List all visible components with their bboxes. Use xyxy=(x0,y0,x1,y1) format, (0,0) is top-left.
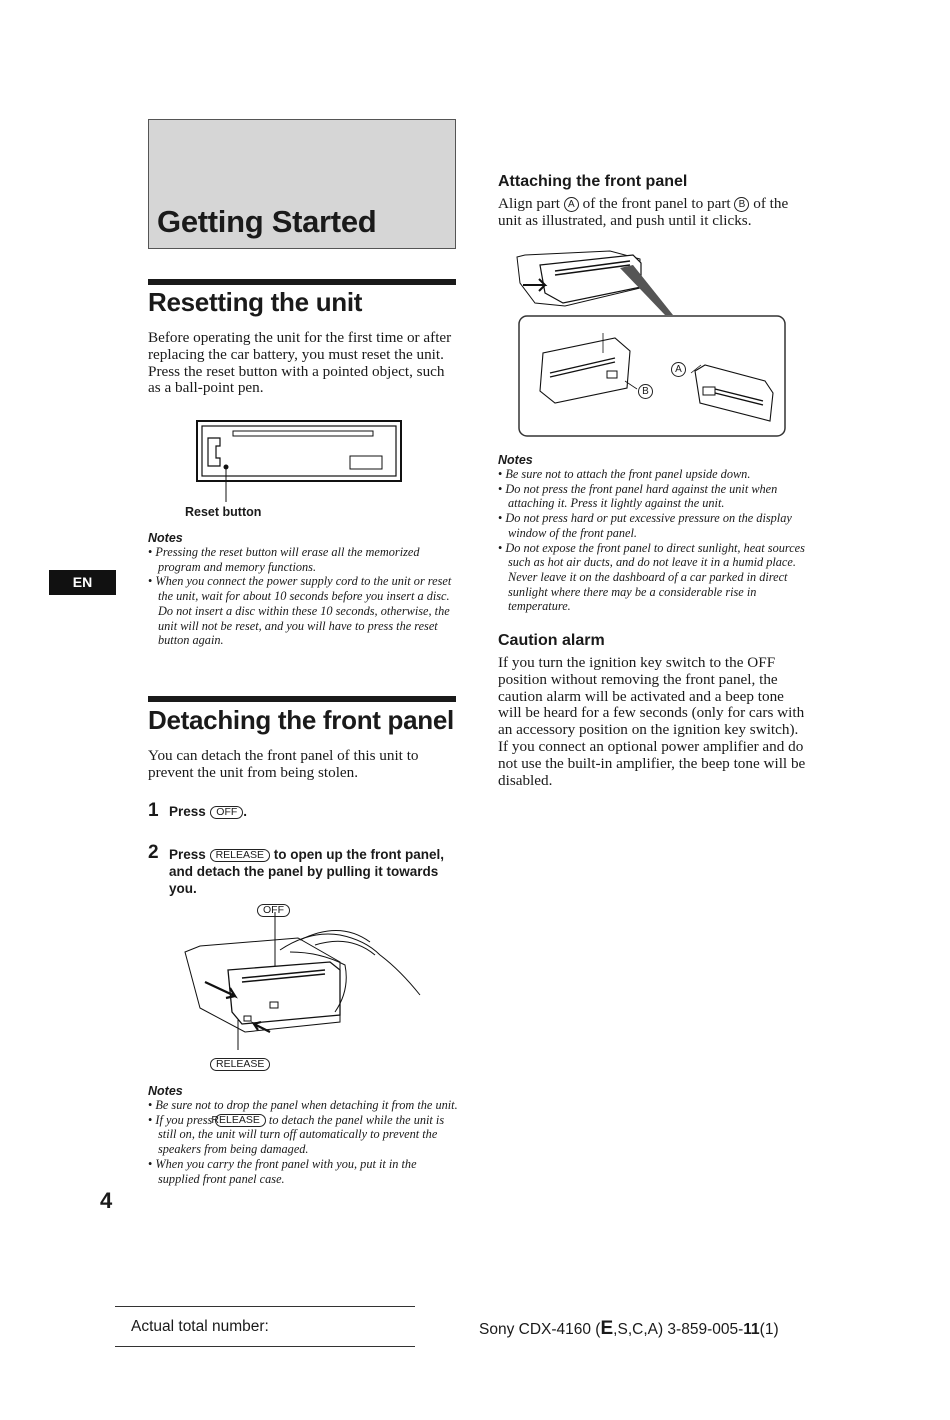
attach-text-pre: Align part xyxy=(498,195,561,212)
step-1-text: Press xyxy=(169,804,206,819)
footer-model-code xyxy=(479,1318,779,1340)
step-2-number: 2 xyxy=(148,842,159,863)
detach-intro: You can detach the front panel of this unit to prevent the unit from being stolen. xyxy=(148,747,419,781)
footer-rule-top xyxy=(115,1306,415,1307)
detach-illustration xyxy=(180,900,430,1075)
footer-model-post: (1) xyxy=(759,1321,779,1338)
step-2-post: to open up the front panel, and detach the panel by pulling it towards you. xyxy=(169,847,445,896)
footer-model-pre: Sony CDX-4160 ( xyxy=(479,1321,601,1338)
caution-heading: Caution alarm xyxy=(498,632,605,649)
figure-part-a: A xyxy=(671,362,686,377)
figure-off-label: OFF xyxy=(257,904,290,917)
detach-note-3: • When you carry the front panel with you, put it in the supplied front panel case. xyxy=(148,1157,458,1186)
step-1-number: 1 xyxy=(148,800,159,821)
reset-notes xyxy=(148,531,458,648)
attach-text-post: of the unit as illustrated, and push until it clicks. xyxy=(498,195,789,229)
reset-unit-illustration xyxy=(190,418,410,514)
attach-notes xyxy=(498,453,808,614)
detach-note-2 xyxy=(148,1113,458,1157)
section-rule-detach xyxy=(148,696,456,702)
release-key: RELEASE xyxy=(210,849,270,862)
language-tab: EN xyxy=(49,570,116,595)
attach-heading: Attaching the front panel xyxy=(498,173,688,190)
step-1-period: . xyxy=(243,804,248,819)
detach-note-1: • Be sure not to drop the panel when detaching it from the unit. xyxy=(148,1098,458,1113)
detach-notes xyxy=(148,1084,458,1186)
chapter-title-box xyxy=(148,119,456,249)
reset-para-1: Before operating the unit for the first time or after replacing the car battery, you must reset the unit. xyxy=(148,329,452,363)
footer-rule-bottom xyxy=(115,1346,415,1347)
detach-heading: Detaching the front panel xyxy=(148,705,454,735)
footer-model-mid: ,S,C,A) 3-859-005- xyxy=(613,1321,744,1338)
caution-body: If you turn the ignition key switch to the OFF position without removing the front panel, the caution alarm will be activated and a beep tone will be heard for a few seconds (only for cars with an accessory position on the ignition key switch). If you connect an optional power amplifier and do not use the built-in amplifier, the beep tone will be disabled. xyxy=(498,654,806,789)
attach-note-3: • Do not press hard or put excessive pressure on the display window of the front panel. xyxy=(498,511,808,540)
reset-heading: Resetting the unit xyxy=(148,287,363,317)
footer-model-e: E xyxy=(600,1318,614,1339)
step-2 xyxy=(148,842,454,897)
reset-button-label: Reset button xyxy=(185,505,262,519)
step-2-pre: Press xyxy=(169,847,206,862)
footer-model-bold: 11 xyxy=(743,1321,760,1338)
part-a-marker: A xyxy=(564,197,579,212)
reset-notes-title: Notes xyxy=(148,531,183,545)
figure-part-b: B xyxy=(638,384,653,399)
detach-notes-title: Notes xyxy=(148,1084,183,1098)
footer-actual-total: Actual total number: xyxy=(131,1318,269,1335)
reset-body xyxy=(148,330,453,397)
attach-note-2: • Do not press the front panel hard against the unit when attaching it. Press it lightly against the unit. xyxy=(498,482,808,511)
attach-body xyxy=(498,196,808,230)
chapter-title: Getting Started xyxy=(157,204,377,239)
reset-para-2: Press the reset button with a pointed object, such as a ball-point pen. xyxy=(148,362,445,397)
attach-illustration xyxy=(515,243,790,439)
off-key: OFF xyxy=(210,806,243,819)
detach-note-2-pre: If you press xyxy=(155,1112,213,1127)
attach-text-mid: of the front panel to part xyxy=(582,195,731,212)
attach-note-1: • Be sure not to attach the front panel upside down. xyxy=(498,467,808,482)
attach-note-4: • Do not expose the front panel to direct sunlight, heat sources such as hot air ducts, and do not leave it in a humid place. Never leave it on the dashboard of a car parked in direct sunlight where there may be a considerable rise in temperature. xyxy=(498,541,808,615)
page-number: 4 xyxy=(100,1188,113,1213)
release-key-inline: RELEASE xyxy=(215,1114,265,1127)
part-b-marker: B xyxy=(734,197,749,212)
reset-note-1: • Pressing the reset button will erase all the memorized program and memory functions. xyxy=(148,545,458,574)
detach-note-2-post: to detach the panel while the unit is still on, the unit will turn off automatically to prevent the speakers from being damaged. xyxy=(158,1112,445,1157)
attach-notes-title: Notes xyxy=(498,453,533,467)
step-2-text xyxy=(169,842,454,897)
step-1 xyxy=(148,800,247,822)
section-rule-reset xyxy=(148,279,456,285)
figure-release-label: RELEASE xyxy=(210,1058,270,1071)
reset-note-2: • When you connect the power supply cord to the unit or reset the unit, wait for about 10 seconds before you insert a disc. Do not insert a disc within these 10 seconds, otherwise, the unit will not be reset, and you will have to press the reset button again. xyxy=(148,574,458,648)
